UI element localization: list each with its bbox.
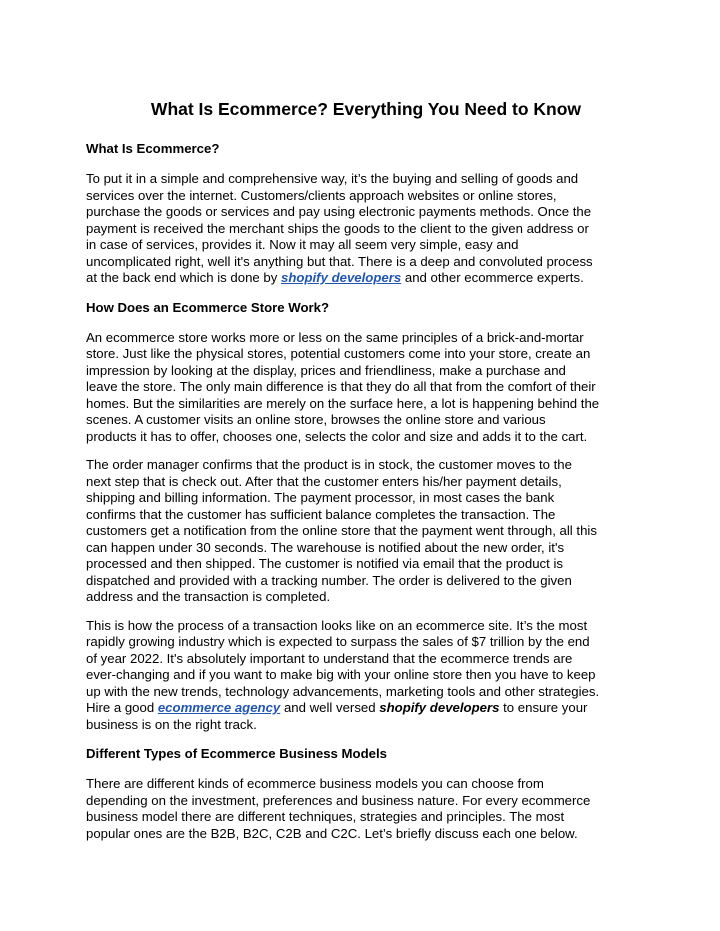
text-line: This is how the process of a transaction looks like on an ecommerce site. It’s the most (86, 617, 588, 633)
document-title: What Is Ecommerce? Everything You Need to Know (150, 99, 582, 119)
text-fragment: to ensure your (499, 700, 588, 715)
shopify-developers-link[interactable]: shopify developers (281, 270, 402, 285)
text-line: can happen under 30 seconds. The warehouse is notified about the new order, it's (86, 539, 565, 555)
text-line: in case of services, provides it. Now it may all seem very simple, easy and (86, 237, 519, 252)
text-line: impression by looking at the display, prices and friendliness, make a purchase and (86, 362, 566, 378)
text-line: homes. But the similarities are merely on the surface here, a lot is happening behind the (86, 395, 600, 411)
section-heading-how-store-works: How Does an Ecommerce Store Work? (86, 299, 330, 315)
text-line: customers get a notification from the online store that the payment went through, all this (86, 523, 597, 538)
text-line: confirms that the customer has sufficient balance completes the transaction. The (86, 506, 556, 522)
document-page (86, 98, 646, 854)
paragraph-transaction-summary (86, 618, 646, 734)
text-line: payment is received the merchant ships the goods to the client to the given address or (86, 220, 589, 236)
text-line: up with the new trends, technology advancements, marketing tools and other strategies. (86, 683, 600, 699)
text-line: store. Just like the physical stores, potential customers come into your store, create an (86, 346, 591, 361)
paragraph-definition (86, 171, 646, 287)
text-line: shipping and billing information. The payment processor, in most cases the bank (86, 490, 555, 505)
text-fragment: Hire a good (86, 700, 158, 715)
text-line: services over the internet. Customers/clients approach websites or online stores, (86, 187, 557, 203)
text-line: uncomplicated right, well it's anything but that. There is a deep and convoluted process (86, 253, 593, 269)
text-line: processed and then shipped. The customer is notified via email that the product is (86, 556, 563, 571)
text-line: next step that is check out. After that the customer enters his/her payment details, (86, 473, 562, 489)
text-line: address and the transaction is completed. (86, 589, 331, 604)
text-line: rapidly growing industry which is expected to surpass the sales of $7 trillion by the end (86, 634, 590, 649)
section-heading-business-models: Different Types of Ecommerce Business Models (86, 746, 387, 761)
text-line: leave the store. The only main difference is that they do all that from the comfort of their (86, 379, 596, 394)
text-line (86, 270, 646, 287)
text-line: There are different kinds of ecommerce business models you can choose from (86, 776, 544, 791)
paragraph-order-process (86, 457, 646, 606)
text-line: business model there are different techniques, strategies and principles. The most (86, 809, 565, 824)
text-fragment: and other ecommerce experts. (401, 270, 584, 285)
text-line: products it has to offer, chooses one, selects the color and size and adds it to the cart. (86, 428, 588, 444)
ecommerce-agency-link[interactable]: ecommerce agency (157, 700, 281, 715)
paragraph-store-principles (86, 330, 646, 446)
text-line: ever-changing and if you want to make big with your online store then you have to keep (86, 667, 596, 682)
text-line: An ecommerce store works more or less on the same principles of a brick-and-mortar (86, 329, 584, 345)
text-fragment: at the back end which is done by (86, 270, 282, 285)
text-line: of year 2022. It's absolutely important to understand that the ecommerce trends are (86, 650, 573, 666)
text-line: depending on the investment, preferences and business nature. For every ecommerce (86, 792, 591, 808)
paragraph-business-models (86, 776, 646, 842)
text-fragment: and well versed (280, 700, 380, 715)
text-line (86, 700, 646, 717)
text-line: dispatched and provided with a tracking number. The order is delivered to the given (86, 572, 572, 588)
text-line: scenes. A customer visits an online store, browses the online store and various (86, 412, 546, 427)
text-line: business is on the right track. (86, 716, 257, 732)
shopify-developers-emphasis: shopify developers (379, 700, 500, 715)
text-line: The order manager confirms that the product is in stock, the customer moves to the (86, 457, 572, 472)
text-line: popular ones are the B2B, B2C, C2B and C2C. Let’s briefly discuss each one below. (86, 825, 578, 841)
text-line: To put it in a simple and comprehensive way, it’s the buying and selling of goods and (86, 171, 579, 186)
text-line: purchase the goods or services and pay using electronic payments methods. Once the (86, 204, 592, 219)
section-heading-what-is-ecommerce: What Is Ecommerce? (86, 141, 220, 156)
